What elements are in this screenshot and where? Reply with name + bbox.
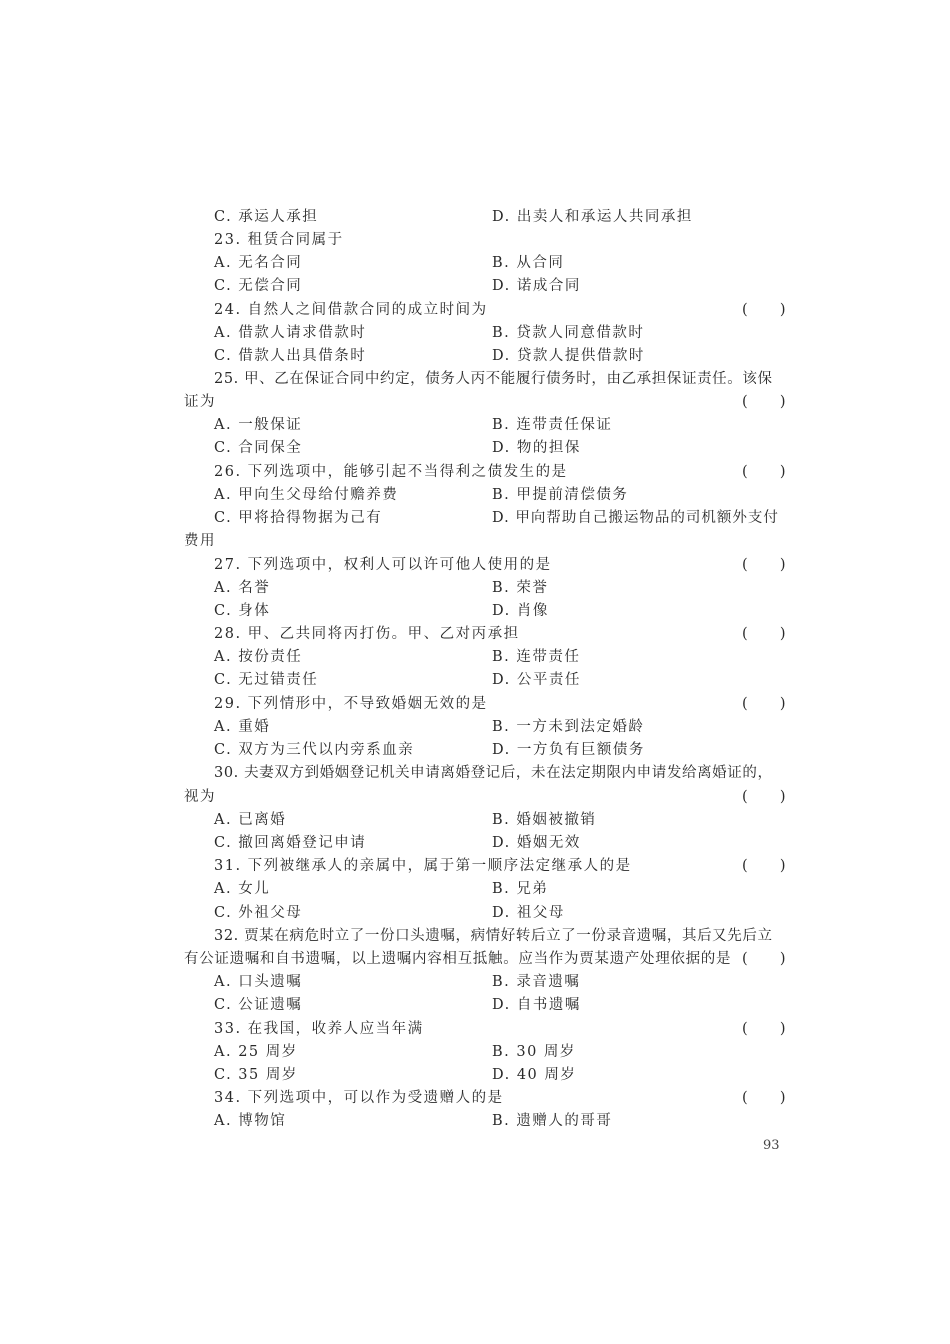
option-c: C. 撤回离婚登记申请 xyxy=(214,835,367,851)
question-29: 29. 下列情形中，不导致婚姻无效的是 xyxy=(214,696,488,712)
answer-bracket: ( ) xyxy=(742,858,786,874)
option-d: D. 肖像 xyxy=(492,603,549,619)
option-a: A. 甲向生父母给付赡养费 xyxy=(214,487,399,503)
option-c: C. 无过错责任 xyxy=(214,672,319,688)
question-25: 25. 甲、乙在保证合同中约定，债务人丙不能履行债务时，由乙承担保证责任。该保 xyxy=(214,371,773,387)
question-32-continued: 有公证遗嘱和自书遗嘱，以上遗嘱内容相互抵触。应当作为贾某遗产处理依据的是 xyxy=(184,951,732,967)
option-c: C. 公证遗嘱 xyxy=(214,997,303,1013)
answer-bracket: ( ) xyxy=(742,394,786,410)
option-c: C. 借款人出具借条时 xyxy=(214,348,367,364)
option-a: A. 无名合同 xyxy=(214,255,303,271)
answer-bracket: ( ) xyxy=(742,696,786,712)
option-a: A. 已离婚 xyxy=(214,812,287,828)
option-a: A. 借款人请求借款时 xyxy=(214,325,367,341)
question-30: 30. 夫妻双方到婚姻登记机关申请离婚登记后，未在法定期限内申请发给离婚证的， xyxy=(214,765,773,781)
option-b: B. 兄弟 xyxy=(492,881,549,897)
question-33: 33. 在我国，收养人应当年满 xyxy=(214,1021,424,1037)
option-c: C. 35 周岁 xyxy=(214,1067,298,1083)
option-a: A. 口头遗嘱 xyxy=(214,974,303,990)
question-27: 27. 下列选项中，权利人可以许可他人使用的是 xyxy=(214,557,552,573)
option-b: B. 贷款人同意借款时 xyxy=(492,325,645,341)
option-b: B. 遗赠人的哥哥 xyxy=(492,1113,613,1129)
option-d: D. 祖父母 xyxy=(492,905,565,921)
option-d: D. 自书遗嘱 xyxy=(492,997,581,1013)
page-number: 93 xyxy=(763,1138,780,1153)
answer-bracket: ( ) xyxy=(742,302,786,318)
option-c: C. 外祖父母 xyxy=(214,905,303,921)
question-23: 23. 租赁合同属于 xyxy=(214,232,344,248)
option-d: D. 公平责任 xyxy=(492,672,581,688)
option-d: D. 物的担保 xyxy=(492,440,581,456)
option-c: C. 无偿合同 xyxy=(214,278,303,294)
question-30-continued: 视为 xyxy=(184,789,216,805)
question-25-continued: 证为 xyxy=(184,394,216,410)
option-d: D. 出卖人和承运人共同承担 xyxy=(492,209,693,225)
answer-bracket: ( ) xyxy=(742,1021,786,1037)
option-b: B. 从合同 xyxy=(492,255,565,271)
question-32: 32. 贾某在病危时立了一份口头遗嘱，病情好转后立了一份录音遗嘱，其后又先后立 xyxy=(214,928,773,944)
option-a: A. 名誉 xyxy=(214,580,271,596)
option-d: D. 一方负有巨额债务 xyxy=(492,742,645,758)
option-b: B. 连带责任保证 xyxy=(492,417,613,433)
option-c: C. 双方为三代以内旁系血亲 xyxy=(214,742,415,758)
option-c: C. 承运人承担 xyxy=(214,209,319,225)
option-d: D. 婚姻无效 xyxy=(492,835,581,851)
option-b: B. 婚姻被撤销 xyxy=(492,812,597,828)
option-b: B. 连带责任 xyxy=(492,649,581,665)
option-a: A. 女儿 xyxy=(214,881,271,897)
answer-bracket: ( ) xyxy=(742,1090,786,1106)
option-a: A. 博物馆 xyxy=(214,1113,287,1129)
question-28: 28. 甲、乙共同将丙打伤。甲、乙对丙承担 xyxy=(214,626,520,642)
option-a: A. 25 周岁 xyxy=(214,1044,298,1060)
option-c: C. 合同保全 xyxy=(214,440,303,456)
option-a: A. 重婚 xyxy=(214,719,271,735)
question-31: 31. 下列被继承人的亲属中，属于第一顺序法定继承人的是 xyxy=(214,858,632,874)
answer-bracket: ( ) xyxy=(742,951,786,967)
question-24: 24. 自然人之间借款合同的成立时间为 xyxy=(214,302,488,318)
option-c: C. 身体 xyxy=(214,603,271,619)
answer-bracket: ( ) xyxy=(742,626,786,642)
question-26: 26. 下列选项中，能够引起不当得利之债发生的是 xyxy=(214,464,568,480)
option-a: A. 一般保证 xyxy=(214,417,303,433)
option-c: C. 甲将拾得物据为己有 xyxy=(214,510,383,526)
option-a: A. 按份责任 xyxy=(214,649,303,665)
option-b: B. 荣誉 xyxy=(492,580,549,596)
option-d-continued: 费用 xyxy=(184,533,216,549)
option-b: B. 录音遗嘱 xyxy=(492,974,581,990)
question-34: 34. 下列选项中，可以作为受遗赠人的是 xyxy=(214,1090,504,1106)
option-b: B. 甲提前清偿债务 xyxy=(492,487,629,503)
option-d: D. 甲向帮助自己搬运物品的司机额外支付 xyxy=(492,510,779,526)
answer-bracket: ( ) xyxy=(742,557,786,573)
option-b: B. 30 周岁 xyxy=(492,1044,576,1060)
answer-bracket: ( ) xyxy=(742,464,786,480)
option-d: D. 诺成合同 xyxy=(492,278,581,294)
option-d: D. 贷款人提供借款时 xyxy=(492,348,645,364)
option-d: D. 40 周岁 xyxy=(492,1067,577,1083)
answer-bracket: ( ) xyxy=(742,789,786,805)
option-b: B. 一方未到法定婚龄 xyxy=(492,719,645,735)
